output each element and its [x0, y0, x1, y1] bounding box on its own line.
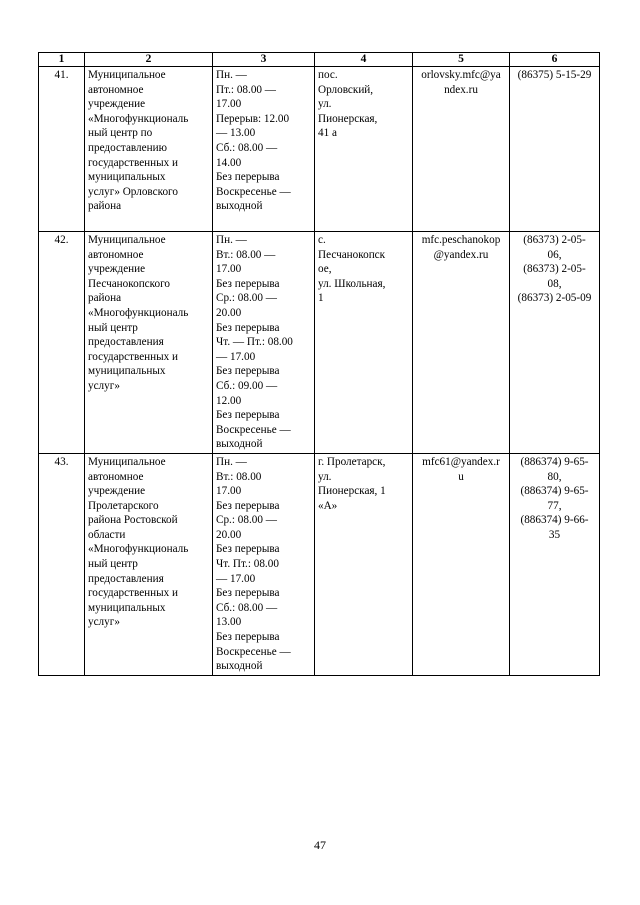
- cell-line: учреждение: [88, 485, 146, 498]
- cell-line: 17.00: [216, 485, 242, 498]
- cell-line: Без перерыва: [216, 631, 280, 644]
- cell-line: (886374) 9-66-: [520, 514, 589, 527]
- cell-line: Пионерская, 1: [318, 485, 386, 498]
- row-number: 41.: [39, 67, 85, 232]
- cell-line: предоставлению: [88, 141, 167, 154]
- cell-line: г. Пролетарск,: [318, 455, 386, 468]
- address: [315, 453, 413, 675]
- cell-line: ое,: [318, 263, 332, 276]
- cell-line: — 17.00: [216, 350, 256, 363]
- cell-line: ndex.ru: [444, 83, 478, 96]
- cell-line: Без перерыва: [216, 543, 280, 556]
- cell-line: муниципальных: [88, 601, 166, 614]
- cell-line: Ср.: 08.00 —: [216, 292, 277, 305]
- cell-line: (86373) 2-05-09: [517, 292, 592, 305]
- cell-line: Воскресенье —: [216, 185, 291, 198]
- cell-line: автономное: [88, 248, 144, 261]
- cell-line: Песчанокопск: [318, 248, 386, 261]
- cell-line: 77,: [547, 499, 562, 512]
- cell-line: 1: [318, 292, 324, 305]
- cell-line: 17.00: [216, 98, 242, 111]
- cell-line: (86373) 2-05-: [523, 263, 586, 276]
- cell-line: Муниципальное: [88, 69, 166, 81]
- cell-line: услуг» Орловского: [88, 185, 178, 198]
- cell-line: — 17.00: [216, 572, 256, 585]
- cell-line: Вт.: 08.00 —: [216, 248, 276, 261]
- cell-line: «Многофункциональ: [88, 112, 189, 125]
- cell-line: района: [88, 200, 122, 213]
- cell-line: выходной: [216, 438, 263, 451]
- cell-line: @yandex.ru: [433, 248, 489, 261]
- cell-line: Перерыв: 12.00: [216, 112, 290, 125]
- email: [413, 453, 510, 675]
- working-hours: [213, 67, 315, 232]
- cell-line: муниципальных: [88, 365, 166, 378]
- cell-line: Пт.: 08.00 —: [216, 83, 276, 96]
- cell-line: услуг»: [88, 379, 120, 392]
- organization-name: [85, 67, 213, 232]
- column-header-3: 3: [213, 53, 315, 67]
- cell-line: ул. Школьная,: [318, 277, 386, 290]
- cell-line: ул.: [318, 98, 332, 111]
- cell-line: района: [88, 292, 122, 305]
- cell-line: (886374) 9-65-: [520, 455, 589, 468]
- cell-line: Без перерыва: [216, 409, 280, 422]
- header-row: [39, 53, 600, 67]
- cell-line: государственных и: [88, 156, 179, 169]
- cell-line: предоставления: [88, 572, 164, 585]
- cell-line: Чт. Пт.: 08.00: [216, 558, 279, 571]
- mfc-table: [38, 52, 600, 676]
- working-hours: [213, 453, 315, 675]
- cell-line: Сб.: 09.00 —: [216, 379, 278, 392]
- cell-line: Пн. —: [216, 69, 247, 81]
- cell-line: mfc.peschanokop: [421, 234, 501, 246]
- organization-name: [85, 232, 213, 454]
- cell-line: Чт. — Пт.: 08.00: [216, 336, 293, 349]
- cell-line: автономное: [88, 83, 144, 96]
- cell-line: Без перерыва: [216, 321, 280, 334]
- cell-line: учреждение: [88, 263, 146, 276]
- cell-line: Вт.: 08.00: [216, 470, 262, 483]
- cell-line: пос.: [318, 69, 338, 81]
- cell-line: 41 а: [318, 127, 337, 140]
- cell-line: автономное: [88, 470, 144, 483]
- cell-line: «Многофункциональ: [88, 543, 189, 556]
- column-header-5: 5: [413, 53, 510, 67]
- cell-line: «А»: [318, 499, 338, 512]
- cell-line: u: [458, 470, 464, 483]
- cell-line: Ср.: 08.00 —: [216, 514, 277, 527]
- organization-name: [85, 453, 213, 675]
- cell-line: учреждение: [88, 98, 146, 111]
- cell-line: государственных и: [88, 350, 179, 363]
- cell-line: 08,: [547, 277, 562, 290]
- cell-line: с.: [318, 234, 326, 246]
- cell-line: Без перерыва: [216, 499, 280, 512]
- cell-line: ный центр по: [88, 127, 153, 140]
- cell-line: Пн. —: [216, 234, 247, 246]
- cell-line: (86373) 2-05-: [523, 234, 586, 246]
- cell-line: 12.00: [216, 394, 242, 407]
- cell-line: ул.: [318, 470, 332, 483]
- cell-line: 06,: [547, 248, 562, 261]
- cell-line: Без перерыва: [216, 365, 280, 378]
- cell-line: Пн. —: [216, 455, 247, 468]
- cell-line: 14.00: [216, 156, 242, 169]
- cell-line: Без перерыва: [216, 587, 280, 600]
- cell-line: Сб.: 08.00 —: [216, 601, 278, 614]
- cell-line: Воскресенье —: [216, 423, 291, 436]
- table-row: [39, 453, 600, 675]
- column-header-6: 6: [510, 53, 600, 67]
- cell-line: «Многофункциональ: [88, 306, 189, 319]
- cell-line: 20.00: [216, 306, 242, 319]
- cell-line: муниципальных: [88, 171, 166, 184]
- cell-line: района Ростовской: [88, 514, 178, 527]
- address: [315, 67, 413, 232]
- cell-line: 13.00: [216, 616, 242, 629]
- cell-line: Сб.: 08.00 —: [216, 141, 278, 154]
- cell-line: (886374) 9-65-: [520, 485, 589, 498]
- cell-line: Без перерыва: [216, 171, 280, 184]
- working-hours: [213, 232, 315, 454]
- phone: [510, 453, 600, 675]
- cell-line: orlovsky.mfc@ya: [421, 69, 501, 81]
- cell-line: ный центр: [88, 321, 138, 334]
- cell-line: Пролетарского: [88, 499, 159, 512]
- cell-line: 20.00: [216, 528, 242, 541]
- column-header-2: 2: [85, 53, 213, 67]
- email: [413, 232, 510, 454]
- cell-line: предоставления: [88, 336, 164, 349]
- email: [413, 67, 510, 232]
- column-header-4: 4: [315, 53, 413, 67]
- cell-line: выходной: [216, 660, 263, 673]
- cell-line: выходной: [216, 200, 263, 213]
- cell-line: Орловский,: [318, 83, 374, 96]
- cell-line: государственных и: [88, 587, 179, 600]
- cell-line: (86375) 5-15-29: [517, 69, 592, 81]
- cell-line: Воскресенье —: [216, 645, 291, 658]
- row-number: 42.: [39, 232, 85, 454]
- cell-line: Песчанокопского: [88, 277, 171, 290]
- table-row: [39, 67, 600, 232]
- address: [315, 232, 413, 454]
- cell-line: услуг»: [88, 616, 120, 629]
- cell-line: Муниципальное: [88, 234, 166, 246]
- cell-line: 80,: [547, 470, 562, 483]
- cell-line: 17.00: [216, 263, 242, 276]
- cell-line: Без перерыва: [216, 277, 280, 290]
- cell-line: 35: [548, 528, 561, 541]
- row-number: 43.: [39, 453, 85, 675]
- page-number: 47: [314, 838, 326, 852]
- cell-line: Муниципальное: [88, 455, 166, 468]
- cell-line: области: [88, 528, 126, 541]
- column-header-1: 1: [39, 53, 85, 67]
- phone: [510, 67, 600, 232]
- table-row: [39, 232, 600, 454]
- cell-line: Пионерская,: [318, 112, 378, 125]
- cell-line: ный центр: [88, 558, 138, 571]
- cell-line: — 13.00: [216, 127, 256, 140]
- phone: [510, 232, 600, 454]
- cell-line: mfc61@yandex.r: [422, 455, 500, 468]
